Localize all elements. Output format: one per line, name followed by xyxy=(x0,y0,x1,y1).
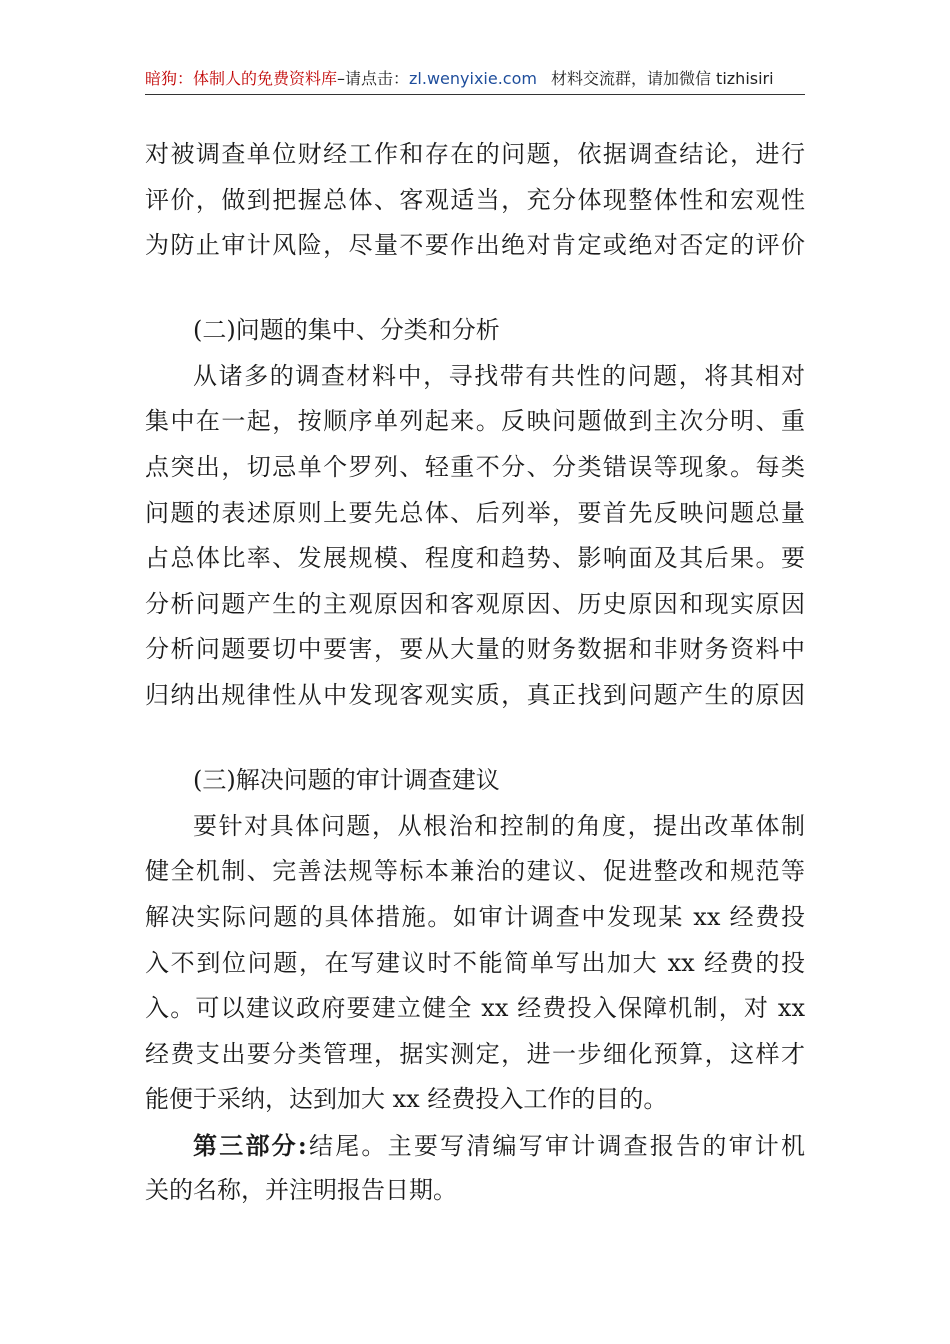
text-line: 能便于采纳，达到加大 xx 经费投入工作的目的。 xyxy=(145,1085,668,1114)
text-line: 为防止审计风险，尽量不要作出绝对肯定或绝对否定的评价 xyxy=(145,231,805,260)
heading-section-two: (二)问题的集中、分类和分析 xyxy=(193,316,500,345)
paragraph-conclusion xyxy=(145,1123,805,1214)
header-wechat-note: 材料交流群，请加微信 tizhisiri xyxy=(550,69,774,88)
text-line: 问题的表述原则上要先总体、后列举，要首先反映问题总量 xyxy=(145,498,805,527)
text-line: 分析问题要切中要害，要从大量的财务数据和非财务资料中 xyxy=(145,635,805,664)
text-line: 经费支出要分类管理，据实测定，进一步细化预算，这样才 xyxy=(145,1039,805,1068)
text-line: 入。可以建议政府要建立健全 xx 经费投入保障机制，对 xx xyxy=(145,994,805,1023)
text-line: 集中在一起，按顺序单列起来。反映问题做到主次分明、重 xyxy=(145,407,805,436)
header-click-label: –请点击： xyxy=(337,69,410,88)
paragraph-problem-analysis xyxy=(145,354,805,719)
heading-section-three: (三)解决问题的审计调查建议 xyxy=(193,766,500,795)
text-line: 健全机制、完善法规等标本兼治的建议、促进整改和规范等 xyxy=(145,857,805,886)
text-line: 点突出，切忌单个罗列、轻重不分、分类错误等现象。每类 xyxy=(145,453,805,482)
part-three-text: 结尾。主要写清编写审计调查报告的审计机 xyxy=(306,1131,805,1160)
text-line: 关的名称，并注明报告日期。 xyxy=(145,1176,457,1205)
text-line: 占总体比率、发展规模、程度和趋势、影响面及其后果。要 xyxy=(145,544,805,573)
part-three-label: 第三部分: xyxy=(193,1130,307,1160)
document-body xyxy=(145,132,805,1214)
paragraph-audit-suggestions xyxy=(145,804,805,1123)
header-url-link[interactable]: zl.wenyixie.com xyxy=(409,69,537,88)
text-line: 分析问题产生的主观原因和客观原因、历史原因和现实原因 xyxy=(145,589,805,618)
text-line: 要针对具体问题，从根治和控制的角度，提出改革体制 xyxy=(193,811,805,840)
text-line: 解决实际问题的具体措施。如审计调查中发现某 xx 经费投 xyxy=(145,902,805,931)
header-site-name: 暗狗：体制人的免费资料库 xyxy=(145,69,338,88)
text-line: 归纳出规律性从中发现客观实质，真正找到问题产生的原因 xyxy=(145,681,805,710)
text-line: 入不到位问题，在写建议时不能简单写出加大 xx 经费的投 xyxy=(145,948,805,977)
text-line xyxy=(145,1123,805,1169)
text-line: 从诸多的调查材料中，寻找带有共性的问题，将其相对 xyxy=(193,361,805,390)
text-line: 对被调查单位财经工作和存在的问题，依据调查结论，进行 xyxy=(145,140,805,168)
paragraph-evaluation xyxy=(145,132,805,269)
page-header xyxy=(145,64,805,95)
text-line: 评价，做到把握总体、客观适当，充分体现整体性和宏观性 xyxy=(145,185,805,214)
